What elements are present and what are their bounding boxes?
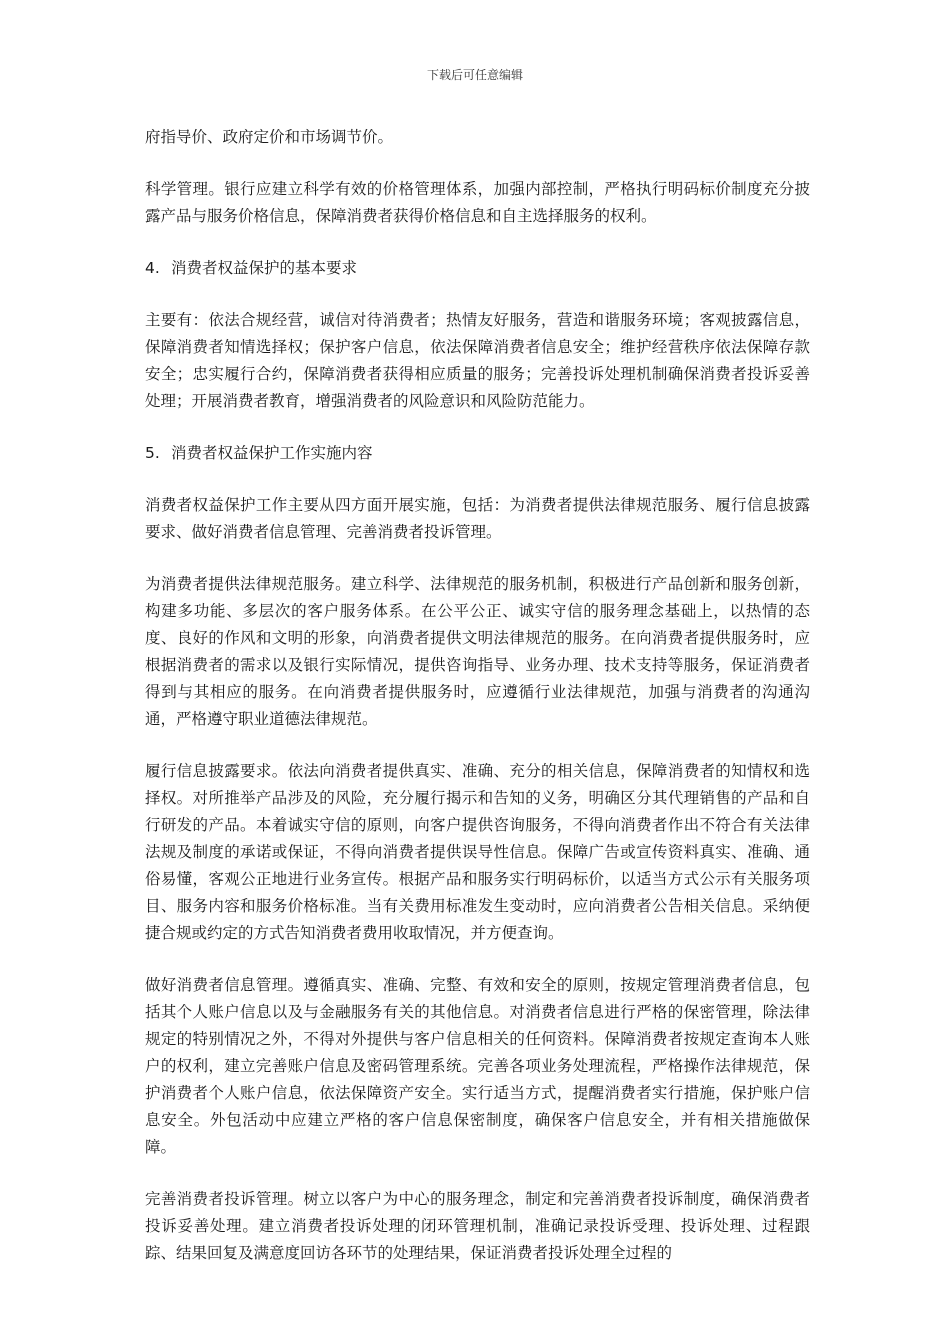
paragraph-basic-requirements: 主要有：依法合规经营，诚信对待消费者；热情友好服务，营造和谐服务环境；客观披露信息，保障消费者知情选择权；保护客户信息，依法保障消费者信息安全；维护经营秩序依法保障存款安全；忠实履行合约，保障消费者获得相应质量的服务；完善投诉处理机制确保消费者投诉妥善处理；开展消费者教育，增强消费者的风险意识和风险防范能力。 (145, 311, 810, 410)
section-heading-5 (145, 440, 810, 467)
section-title: 消费者权益保护的基本要求 (171, 259, 358, 277)
document-body (145, 124, 810, 1292)
paragraph-legal-services: 为消费者提供法律规范服务。建立科学、法律规范的服务机制，积极进行产品创新和服务创新，构建多功能、多层次的客户服务体系。在公平公正、诚实守信的服务理念基础上，以热情的态度、良好的作风和文明的形象，向消费者提供文明法律规范的服务。在向消费者提供服务时，应根据消费者的需求以及银行实际情况，提供咨询指导、业务办理、技术支持等服务，保证消费者得到与其相应的服务。在向消费者提供服务时，应遵循行业法律规范，加强与消费者的沟通沟通，严格遵守职业道德法律规范。 (145, 575, 810, 728)
paragraph-scientific-management: 科学管理。银行应建立科学有效的价格管理体系，加强内部控制，严格执行明码标价制度充分披露产品与服务价格信息，保障消费者获得价格信息和自主选择服务的权利。 (145, 180, 810, 225)
section-heading-4 (145, 255, 810, 282)
paragraph-complaint-management: 完善消费者投诉管理。树立以客户为中心的服务理念，制定和完善消费者投诉制度，确保消费者投诉妥善处理。建立消费者投诉处理的闭环管理机制，准确记录投诉受理、投诉处理、过程跟踪、结果回复及满意度回访各环节的处理结果，保证消费者投诉处理全过程的 (145, 1190, 810, 1262)
section-number: 5. (145, 444, 160, 462)
paragraph-information-management: 做好消费者信息管理。遵循真实、准确、完整、有效和安全的原则，按规定管理消费者信息，包括其个人账户信息以及与金融服务有关的其他信息。对消费者信息进行严格的保密管理，除法律规定的特别情况之外，不得对外提供与客户信息相关的任何资料。保障消费者按规定查询本人账户的权利，建立完善账户信息及密码管理系统。完善各项业务处理流程，严格操作法律规范，保护消费者个人账户信息，依法保障资产安全。实行适当方式，提醒消费者实行措施，保护账户信息安全。外包活动中应建立严格的客户信息保密制度，确保客户信息安全，并有相关措施做保障。 (145, 976, 810, 1156)
paragraph-four-aspects: 消费者权益保护工作主要从四方面开展实施，包括：为消费者提供法律规范服务、履行信息披露要求、做好消费者信息管理、完善消费者投诉管理。 (145, 496, 810, 541)
paragraph-price-types: 府指导价、政府定价和市场调节价。 (145, 128, 394, 146)
paragraph-information-disclosure: 履行信息披露要求。依法向消费者提供真实、准确、充分的相关信息，保障消费者的知情权和选择权。对所推举产品涉及的风险，充分履行揭示和告知的义务，明确区分其代理销售的产品和自行研发的产品。本着诚实守信的原则，向客户提供咨询服务，不得向消费者作出不符合有关法律法规及制度的承诺或保证，不得向消费者提供误导性信息。保障广告或宣传资料真实、准确、通俗易懂，客观公正地进行业务宣传。根据产品和服务实行明码标价，以适当方式公示有关服务项目、服务内容和服务价格标准。当有关费用标准发生变动时，应向消费者公告相关信息。采纳便捷合规或约定的方式告知消费者费用收取情况，并方便查询。 (145, 762, 810, 942)
section-number: 4. (145, 259, 160, 277)
page-header-note: 下载后可任意编辑 (426, 68, 523, 82)
section-title: 消费者权益保护工作实施内容 (171, 444, 373, 462)
